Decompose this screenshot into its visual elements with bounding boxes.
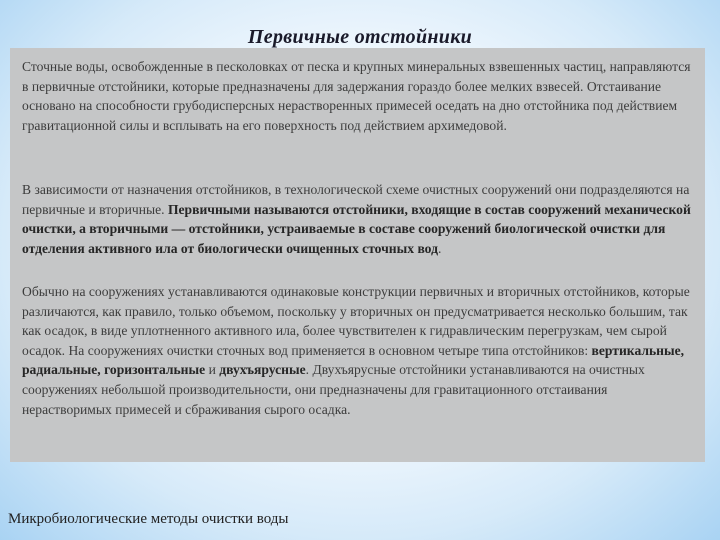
paragraph-3-bold-a: вертикальные, радиальные, горизонтальные: [22, 342, 685, 378]
footer-caption: Микробиологические методы очистки воды: [8, 511, 289, 527]
slide-title: Первичные отстойники: [247, 26, 473, 48]
paragraph-1: Сточные воды, освобожденные в песколовках от песка и крупных минеральных взвешенных частиц, направляются в первичные отстойники, которые предназначены для задержания гораздо более мелких взвесей. Отстаивание основано на способности грубодисперсных нерастворенных примесей оседать на дно отстойника под действием гравитационной силы и всплывать на его поверхность под действием архимедовой.: [22, 59, 691, 133]
paragraph-3-bold-b: двухъярусные: [219, 362, 306, 378]
paragraph-2-text: В зависимости от назначения отстойников, в технологической схеме очистных сооружений они подразделяются на первичные и вторичные.: [22, 182, 690, 217]
paragraph-3-text-d: . Двухъярусные отстойники устанавливаются на очистных сооружениях небольшой производительности, они предназначены для гравитационного отстаивания нерастворимых примесей и сбраживания сырого осадка.: [22, 362, 645, 417]
paragraph-2-end: .: [437, 240, 442, 256]
paragraph-3-text-a: Обычно на сооружениях устанавливаются одинаковые конструкции первичных и вторичных отстойников, которые различаются, как правило, только объемом, поскольку у вторичных он предусматривается несколько большим, так как осадок, в виде уплотненного активного ила, более чувствителен к гидравлическим перегрузкам, чем сырой осадок. На сооружениях очистки сточных вод применяется в основном четыре типа отстойников:: [22, 284, 690, 358]
paragraph-3-text-c: и: [205, 362, 220, 378]
paragraph-2: [22, 180, 698, 258]
paragraph-3: [22, 282, 698, 419]
paragraph-2-bold: Первичными называются отстойники, входящие в состав сооружений механической очистки, а вторичными — отстойники, устраиваемые в составе сооружений биологической очистки для отделения активного ила от биологически очищенных сточных вод: [22, 201, 691, 256]
